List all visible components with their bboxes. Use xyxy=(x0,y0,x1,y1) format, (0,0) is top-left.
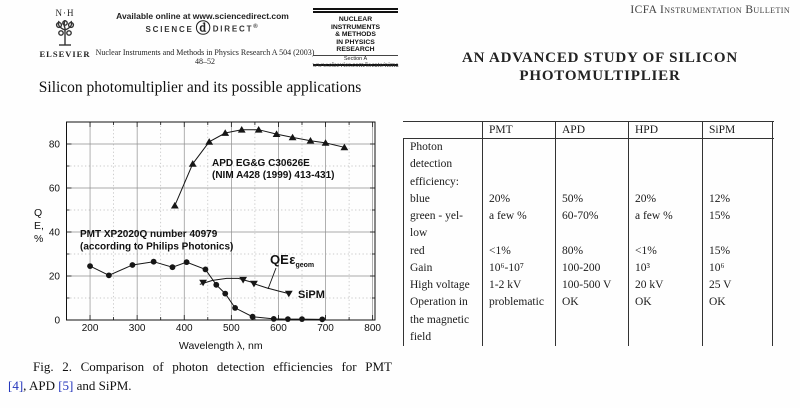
svg-text:600: 600 xyxy=(270,323,287,334)
box-top-bar xyxy=(313,8,398,10)
table-cell: 15% xyxy=(702,243,773,260)
figure2-chart xyxy=(30,106,390,356)
chart-major-grid xyxy=(67,122,376,320)
table-cell xyxy=(702,329,773,346)
table-row xyxy=(403,243,774,260)
table-cell: 12% xyxy=(702,191,773,208)
table-cell: 80% xyxy=(555,243,628,260)
article-title: Silicon photomultiplier and its possible applications xyxy=(38,79,362,96)
series-pmt xyxy=(87,259,325,322)
table-row xyxy=(403,174,774,191)
table-cell: low xyxy=(403,225,482,242)
table-cell: 100-500 V xyxy=(555,277,628,294)
table-row xyxy=(403,139,774,156)
svg-text:800: 800 xyxy=(364,323,381,334)
table-body xyxy=(403,139,774,346)
x-tick-labels xyxy=(82,323,382,334)
table-cell xyxy=(702,156,773,173)
table-cell: 100-200 xyxy=(555,260,628,277)
table-row xyxy=(403,225,774,242)
journal-box-line: NUCLEAR xyxy=(338,16,373,23)
reference-link-4[interactable]: [4] xyxy=(8,378,24,393)
chart-minor-grid xyxy=(67,122,376,320)
figure-caption xyxy=(8,357,392,395)
table-cell: 1-2 kV xyxy=(482,277,555,294)
svg-text:20: 20 xyxy=(48,271,60,283)
chart-annotations xyxy=(80,158,334,301)
table-cell: 10⁶-10⁷ xyxy=(482,260,555,277)
table-cell: problematic xyxy=(482,294,555,311)
journal-box-line: & METHODS xyxy=(335,31,376,39)
table-cell: 20% xyxy=(482,191,555,208)
table-cell xyxy=(482,329,555,346)
table-cell xyxy=(555,139,628,156)
elsevier-tree-icon xyxy=(50,18,80,48)
y-tick-labels xyxy=(49,140,61,327)
table-cell xyxy=(555,225,628,242)
caption-text-tail: and SiPM. xyxy=(73,378,132,393)
table-cell xyxy=(628,139,702,156)
table-row xyxy=(403,294,774,311)
table-cell: 50% xyxy=(555,191,628,208)
sciencedirect-direct-text: DIRECT® xyxy=(212,24,260,34)
comparison-table xyxy=(403,121,774,346)
elsevier-logo xyxy=(34,8,96,59)
svg-text:200: 200 xyxy=(81,323,99,334)
table-cell: 20 kV xyxy=(628,277,702,294)
table-row xyxy=(403,260,774,277)
table-cell xyxy=(555,329,628,346)
svg-text:80: 80 xyxy=(48,139,60,151)
svg-text:0: 0 xyxy=(54,315,60,327)
table-cell xyxy=(482,225,555,242)
table-cell xyxy=(555,312,628,329)
sciencedirect-logo xyxy=(100,22,305,36)
table-cell xyxy=(482,312,555,329)
svg-text:Q: Q xyxy=(34,207,43,219)
table-row xyxy=(403,277,774,294)
svg-text:E,: E, xyxy=(34,220,44,232)
table-cell xyxy=(482,156,555,173)
table-cell: Photon xyxy=(403,139,482,156)
table-cell: OK xyxy=(555,294,628,311)
svg-text:%: % xyxy=(34,233,44,245)
journal-logo-box xyxy=(313,8,398,67)
table-row xyxy=(403,312,774,329)
table-cell xyxy=(702,174,773,191)
svg-text:QEεgeom: QEε$_{geom}$ xyxy=(270,252,315,269)
sciencedirect-science-text: SCIENCE xyxy=(145,24,194,34)
table-cell: Gain xyxy=(403,260,482,277)
table-cell: red xyxy=(403,243,482,260)
svg-text:400: 400 xyxy=(175,323,193,334)
journal-section-label: Section A xyxy=(313,55,398,63)
column-header-sipm: SiPM xyxy=(702,122,773,138)
table-cell xyxy=(702,225,773,242)
svg-text:700: 700 xyxy=(317,323,334,334)
table-row xyxy=(403,208,774,225)
paper-title-line1: AN ADVANCED STUDY OF SILICON xyxy=(461,50,739,66)
table-cell: field xyxy=(403,329,482,346)
table-cell: a few % xyxy=(628,208,702,225)
table-cell xyxy=(555,174,628,191)
table-cell: green - yel- xyxy=(403,208,482,225)
journal-box-line: INSTRUMENTS xyxy=(330,23,381,31)
paper-title-line2: PHOTOMULTIPLIER xyxy=(519,67,681,84)
table-cell xyxy=(482,174,555,191)
table-cell xyxy=(628,174,702,191)
journal-box-line: IN PHYSICS xyxy=(336,38,375,46)
table-cell: Operation in xyxy=(403,294,482,311)
svg-text:(NIM A428 (1999) 413-431): (NIM A428 (1999) 413-431) xyxy=(212,170,335,181)
table-cell xyxy=(628,312,702,329)
table-cell: the magnetic xyxy=(403,312,482,329)
table-cell: detection xyxy=(403,156,482,173)
table-cell: 15% xyxy=(702,208,773,225)
svg-text:40: 40 xyxy=(48,227,60,239)
registered-mark: ® xyxy=(253,24,260,31)
svg-text:500: 500 xyxy=(223,323,240,334)
bulletin-header: ICFA Instrumentation Bulletin xyxy=(630,4,790,16)
elsevier-nh-text: N·H xyxy=(55,8,75,18)
table-cell: 10⁶ xyxy=(702,260,773,277)
svg-text:Wavelength λ, nm: Wavelength λ, nm xyxy=(178,340,263,352)
caption-line2 xyxy=(8,376,392,395)
svg-text:300: 300 xyxy=(128,323,146,334)
table-cell: a few % xyxy=(482,208,555,225)
table-cell: blue xyxy=(403,191,482,208)
table-cell: 60-70% xyxy=(555,208,628,225)
chart-frame xyxy=(67,122,376,320)
table-cell xyxy=(702,139,773,156)
table-cell: efficiency: xyxy=(403,174,482,191)
journal-url: www.elsevier.com/locate/nima xyxy=(312,61,399,69)
table-cell: High voltage xyxy=(403,277,482,294)
sciencedirect-d-icon: ⓓ xyxy=(195,21,211,37)
svg-text:APD EG&G C30626E: APD EG&G C30626E xyxy=(212,158,310,169)
journal-box-line: RESEARCH xyxy=(336,46,375,54)
available-online-text: Available online at www.sciencedirect.com xyxy=(116,11,289,21)
column-header-pmt: PMT xyxy=(482,122,555,138)
caption-text: , APD xyxy=(23,378,59,393)
table-row xyxy=(403,329,774,346)
table-cell xyxy=(628,156,702,173)
table-cell xyxy=(628,225,702,242)
table-header-row xyxy=(403,121,774,139)
table-cell xyxy=(628,329,702,346)
chart-ticks xyxy=(67,122,376,320)
column-header-apd: APD xyxy=(555,122,628,138)
svg-text:(according to Philips Photonic: (according to Philips Photonics) xyxy=(80,241,234,253)
svg-text:PMT XP2020Q number 40979: PMT XP2020Q number 40979 xyxy=(80,229,218,240)
table-cell: 20% xyxy=(628,191,702,208)
reference-link-5[interactable]: [5] xyxy=(58,378,74,393)
box-top-bar2 xyxy=(313,11,398,13)
journal-box-title xyxy=(313,14,398,55)
table-cell xyxy=(702,312,773,329)
column-header-hpd: HPD xyxy=(628,122,702,138)
table-cell: 25 V xyxy=(702,277,773,294)
table-cell: OK xyxy=(702,294,773,311)
paper-title xyxy=(400,50,800,85)
svg-text:SiPM: SiPM xyxy=(298,289,325,301)
table-cell: <1% xyxy=(482,243,555,260)
elsevier-name: ELSEVIER xyxy=(39,49,91,59)
journal-citation-line: Nuclear Instruments and Methods in Physics Research A 504 (2003) 48–52 xyxy=(95,48,315,66)
table-row xyxy=(403,191,774,208)
table-row xyxy=(403,156,774,173)
svg-text:60: 60 xyxy=(48,183,60,195)
caption-line1: Fig. 2. Comparison of photon detection efficiencies for PMT xyxy=(33,359,392,374)
table-cell: <1% xyxy=(628,243,702,260)
table-cell: OK xyxy=(628,294,702,311)
table-cell xyxy=(482,139,555,156)
table-cell xyxy=(555,156,628,173)
table-cell: 10³ xyxy=(628,260,702,277)
